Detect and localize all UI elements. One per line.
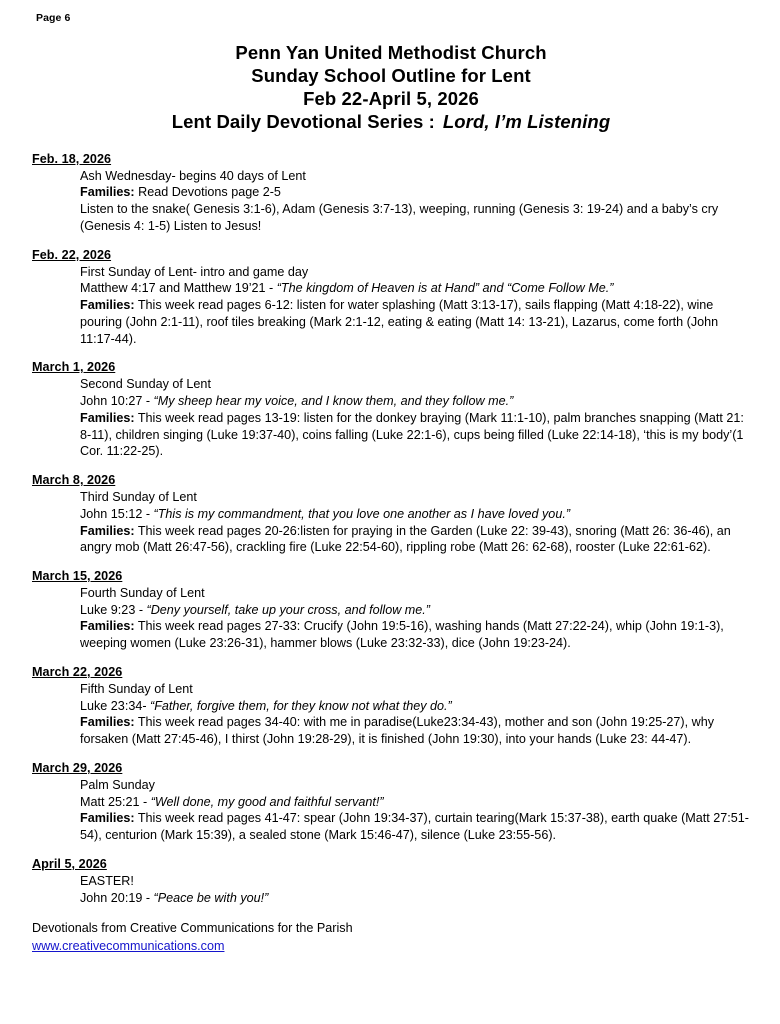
entry-line-text: Luke 9:23 - [80,602,147,617]
entry-line-lead: Families: [80,410,135,425]
title-series-name: Lord, I’m Listening [442,110,611,132]
entry-line-text: Palm Sunday [80,777,155,792]
entry-line [80,168,750,185]
entry-line-text: First Sunday of Lent- intro and game day [80,264,309,279]
entry-line [80,794,750,811]
document-footer [32,920,750,956]
entry-line-lead: Families: [80,298,135,313]
entry-line-text: John 15:12 - [80,506,154,521]
title-line-1: Penn Yan United Methodist Church [235,42,547,63]
title-series-label: Lent Daily Devotional Series : [171,110,435,132]
entry-line [80,681,750,698]
entry-line-quote: “Well done, my good and faithful servant!” [150,794,384,809]
entry-line-text: Listen to the snake( Genesis 3:1-6), Adam (Genesis 3:7-13), weeping, running (Genesis 3: 19-24) and a baby’s cry (Genesis 4: 1-5) Listen to Jesus! [80,202,719,233]
entry-line-quote: “The kingdom of Heaven is at Hand” and “Come Follow Me.” [276,281,614,296]
entry-line [80,297,750,347]
entry-line-text: Read Devotions page 2-5 [134,185,281,200]
outline-entry [32,855,750,906]
entry-line-text: Fifth Sunday of Lent [80,681,193,696]
entry-line [80,602,750,619]
entry-date-heading: March 29, 2026 [32,760,123,775]
entry-line-text: This week read pages 34-40: with me in paradise(Luke23:34-43), mother and son (John 19:25-27), why forsaken (Matt 27:45-46), I thirst (John 19:28-29), it is finished (John 19:30), into your hands (Luke 23: 44-47). [80,715,715,747]
entry-line [80,201,750,234]
entry-line-quote: “Father, forgive them, for they know not what they do.” [150,698,452,713]
entry-line-text: Second Sunday of Lent [80,377,211,392]
entry-line [80,698,750,715]
entry-line [80,777,750,794]
entry-line [80,184,750,201]
outline-entry [32,150,750,235]
entry-line [80,810,750,843]
outline-entries [32,150,750,907]
entry-line-text: John 10:27 - [80,394,154,409]
entry-line-text: This week read pages 20-26:listen for praying in the Garden (Luke 22: 39-43), snoring (Matt 26: 36-46), an angry mob (Matt 26:47-56), crackling fire (Luke 22:54-60), rippling robe (Matt 26: 62-68), rooster (Luke 22:61-62). [80,523,731,555]
entry-line-text: Matthew 4:17 and Matthew 19’21 - [80,281,277,296]
outline-entry [32,663,750,748]
entry-line-text: This week read pages 41-47: spear (John 19:34-37), curtain tearing(Mark 15:37-38), earth quake (Matt 27:51-54), centurion (Mark 15:39), a sealed stone (Mark 15:46-47), silence (Luke 23:55-56). [80,811,749,843]
outline-entry [32,246,750,348]
entry-line-text: Fourth Sunday of Lent [80,585,205,600]
entry-body [80,777,750,844]
outline-entry [32,471,750,556]
outline-entry [32,358,750,460]
entry-line-quote: “Peace be with you!” [153,890,269,905]
entry-date-heading: March 15, 2026 [32,568,123,583]
entry-line-lead: Families: [80,715,135,730]
page-marker: Page 6 [36,12,71,24]
entry-line-lead: Families: [80,185,135,200]
footer-website-link[interactable]: www.creativecommunications.com [32,939,225,954]
entry-line [80,523,750,556]
entry-line-quote: “My sheep hear my voice, and I know them, and they follow me.” [153,394,514,409]
entry-line-quote: “This is my commandment, that you love one another as I have loved you.” [153,506,571,521]
entry-line-text: This week read pages 6-12: listen for water splashing (Matt 3:13-17), sails flapping (Matt 4:18-22), wine pouring (John 2:1-11), roof tiles breaking (Mark 2:1-12, eating & eating (Matt 14: 13-21), Lazarus, come forth (John 11:17-44). [80,298,719,346]
entry-line [80,890,750,907]
entry-body [80,376,750,460]
entry-line [80,585,750,602]
entry-line-text: Third Sunday of Lent [80,490,197,505]
entry-body [80,168,750,235]
entry-line [80,376,750,393]
entry-body [80,681,750,748]
entry-date-heading: Feb. 22, 2026 [32,247,112,262]
entry-line [80,264,750,281]
entry-date-heading: March 1, 2026 [32,360,116,375]
entry-line-quote: “Deny yourself, take up your cross, and follow me.” [146,602,430,617]
entry-body [80,585,750,652]
entry-line-text: John 20:19 - [80,890,154,905]
entry-line-lead: Families: [80,523,135,538]
entry-body [80,489,750,556]
document-title-block [32,42,750,134]
entry-line [80,873,750,890]
entry-line-text: This week read pages 27-33: Crucify (John 19:5-16), washing hands (Matt 27:22-24), whip (John 19:1-3), weeping women (Luke 23:26-31), hammer blows (Luke 23:32-33), dice (John 19:23-24). [80,619,724,651]
entry-line-lead: Families: [80,811,135,826]
entry-date-heading: March 8, 2026 [32,473,116,488]
title-line-3: Feb 22-April 5, 2026 [303,87,479,109]
entry-line-lead: Families: [80,619,135,634]
entry-line [80,489,750,506]
entry-line [80,393,750,410]
entry-body [80,264,750,348]
entry-line [80,280,750,297]
entry-line-text: EASTER! [80,873,134,888]
outline-entry [32,567,750,652]
entry-line [80,714,750,747]
entry-date-heading: April 5, 2026 [32,856,107,871]
title-line-4 [32,111,750,134]
entry-date-heading: Feb. 18, 2026 [32,151,112,166]
footer-credit: Devotionals from Creative Communications for the Parish [32,921,353,936]
entry-line-text: Luke 23:34- [80,698,151,713]
title-line-2: Sunday School Outline for Lent [251,64,531,86]
entry-line [80,618,750,651]
entry-body [80,873,750,906]
entry-line-text: Matt 25:21 - [80,794,151,809]
entry-line [80,410,750,460]
entry-line [80,506,750,523]
entry-line-text: Ash Wednesday- begins 40 days of Lent [80,168,306,183]
entry-date-heading: March 22, 2026 [32,664,123,679]
outline-entry [32,759,750,844]
entry-line-text: This week read pages 13-19: listen for the donkey braying (Mark 11:1-10), palm branches snapping (Matt 21: 8-11), children singing (Luke 19:37-40), coins falling (Luke 22:1-6), cups being filled (Luke 22:14-18), ‘this is my body’(1 Cor. 11:22-25). [80,410,744,459]
